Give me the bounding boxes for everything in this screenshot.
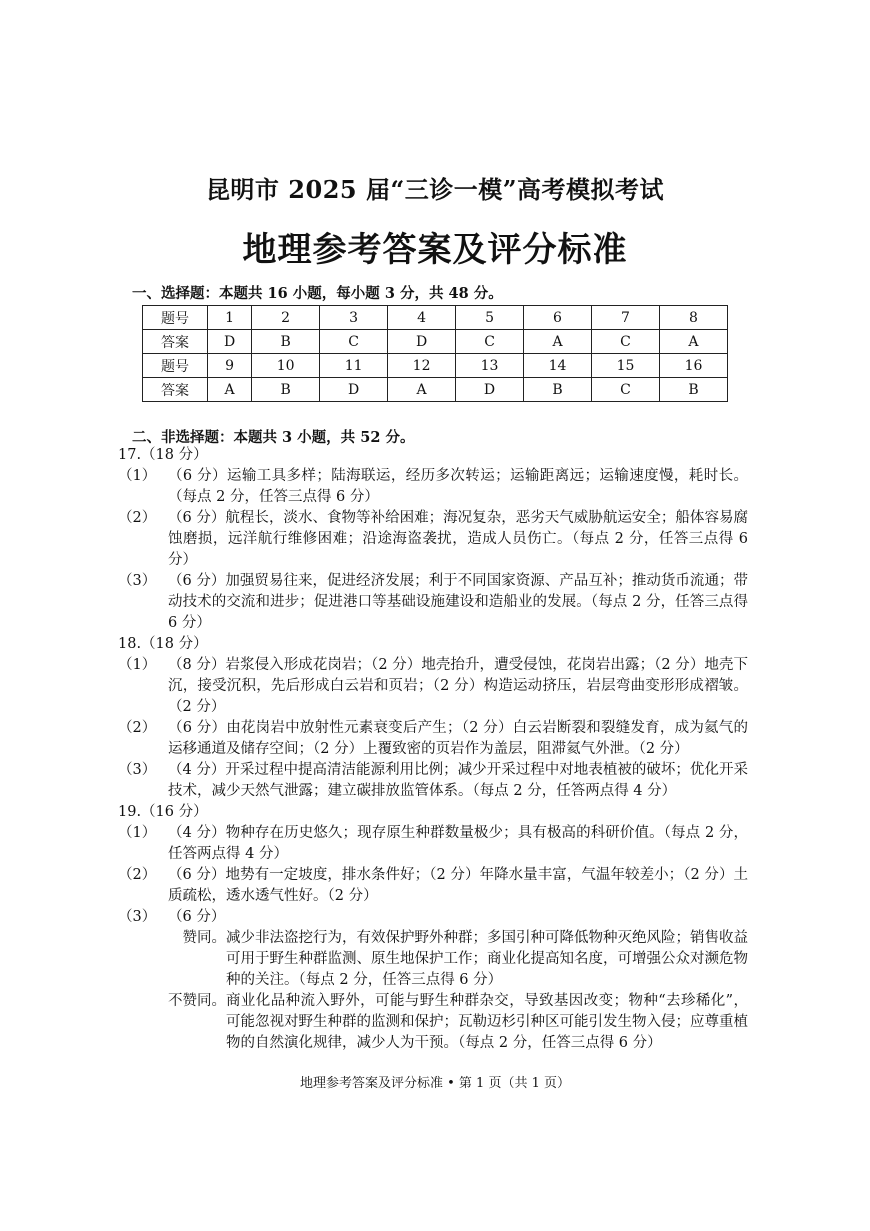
answer-cell: A (659, 330, 727, 354)
item-text: （8 分）岩浆侵入形成花岗岩；（2 分）地壳抬升，遭受侵蚀，花岗岩出露；（2 分）地壳下沉，接受沉积，先后形成白云岩和页岩；（2 分）构造运动挤压，岩层弯曲变形形成褶皱。（2 分） (168, 657, 748, 715)
row-header-cell: 答案 (143, 330, 208, 354)
item-text: （6 分）航程长，淡水、食物等补给困难；海况复杂，恶劣天气威胁航运安全；船体容易腐蚀磨损，远洋航行维修困难；沿途海盗袭扰，造成人员伤亡。（每点 2 分，任答三点得 6 分） (168, 510, 748, 568)
item-number: （1） (118, 657, 157, 673)
item-number: （1） (118, 825, 157, 841)
row-header-cell: 题号 (143, 354, 208, 378)
row-header-cell: 答案 (143, 378, 208, 402)
q18-item-3 (118, 760, 748, 802)
question-18-label: 18.（18 分） (118, 636, 208, 652)
item-text: （6 分）运输工具多样；陆海联运，经历多次转运；运输距离远；运输速度慢，耗时长。（每点 2 分，任答三点得 6 分） (168, 468, 748, 505)
answer-cell: 5 (456, 306, 524, 330)
item-text: （4 分）开采过程中提高清洁能源利用比例；减少开采过程中对地表植被的破坏；优化开采技术，减少天然气泄露；建立碳排放监管体系。（每点 2 分，任答两点得 4 分） (168, 762, 748, 799)
answer-cell: 16 (659, 354, 727, 378)
answer-cell: A (524, 330, 592, 354)
answer-cell: 12 (388, 354, 456, 378)
q19-item-2 (118, 865, 748, 907)
answer-table-row (143, 378, 728, 402)
answer-cell: 1 (208, 306, 252, 330)
answer-table-row (143, 306, 728, 330)
question-17-label: 17.（18 分） (118, 447, 208, 463)
opinion-text: 商业化品种流入野外，可能与野生种群杂交，导致基因改变；物种“去珍稀化”，可能忽视对野生种群的监测和保护；瓦勒迈杉引种区可能引发生物入侵；应尊重植物的自然演化规律，减少人为干预。（每点 2 分，任答三点得 6 分） (226, 993, 748, 1051)
answer-cell: 6 (524, 306, 592, 330)
answer-table-row (143, 330, 728, 354)
q19-item-1 (118, 823, 748, 865)
answer-cell: C (592, 378, 660, 402)
item-text: （6 分）加强贸易往来，促进经济发展；利于不同国家资源、产品互补；推动货币流通；带动技术的交流和进步；促进港口等基础设施建设和造船业的发展。（每点 2 分，任答三点得 6 分） (168, 573, 748, 631)
answer-table-row (143, 354, 728, 378)
answers-body (118, 445, 748, 1054)
answer-cell: B (659, 378, 727, 402)
document-title: 地理参考答案及评分标准 (242, 230, 628, 270)
opinion-label: 赞同。 (182, 930, 226, 946)
answer-cell: 8 (659, 306, 727, 330)
page-footer: 地理参考答案及评分标准 • 第 1 页（共 1 页） (299, 1076, 570, 1091)
answer-cell: D (456, 378, 524, 402)
answer-cell: 4 (388, 306, 456, 330)
answer-cell: D (320, 378, 388, 402)
answer-cell: 14 (524, 354, 592, 378)
item-number: （3） (118, 762, 157, 778)
answer-cell: 7 (592, 306, 660, 330)
q17-item-3 (118, 571, 748, 634)
exam-title: 昆明市 2025 届“三诊一模”高考模拟考试 (205, 175, 665, 204)
answer-cell: B (252, 330, 320, 354)
answer-cell: A (388, 378, 456, 402)
opinion-agree (118, 928, 748, 991)
answer-cell: 15 (592, 354, 660, 378)
item-text: （6 分）地势有一定坡度，排水条件好；（2 分）年降水量丰富，气温年较差小；（2 分）土质疏松，透水透气性好。（2 分） (168, 867, 748, 904)
answer-cell: A (208, 378, 252, 402)
item-number: （3） (118, 573, 157, 589)
opinion-text: 减少非法盗挖行为，有效保护野外种群；多国引种可降低物种灭绝风险；销售收益可用于野生种群监测、原生地保护工作；商业化提高知名度，可增强公众对濒危物种的关注。（每点 2 分，任答三点得 6 分） (226, 930, 748, 988)
item-number: （2） (118, 867, 157, 883)
answer-cell: B (252, 378, 320, 402)
answer-cell: 9 (208, 354, 252, 378)
item-text: （6 分） (168, 909, 226, 925)
opinion-label: 不赞同。 (168, 993, 226, 1009)
item-number: （2） (118, 510, 157, 526)
question-19-label: 19.（16 分） (118, 804, 208, 820)
answer-cell: 2 (252, 306, 320, 330)
answer-cell: C (456, 330, 524, 354)
item-text: （6 分）由花岗岩中放射性元素衰变后产生；（2 分）白云岩断裂和裂缝发育，成为氦气的运移通道及储存空间；（2 分）上覆致密的页岩作为盖层，阻滞氦气外泄。（2 分） (168, 720, 748, 757)
answer-cell: 3 (320, 306, 388, 330)
item-number: （3） (118, 909, 157, 925)
q19-item-3 (118, 907, 748, 928)
answer-cell: 11 (320, 354, 388, 378)
q18-item-2 (118, 718, 748, 760)
row-header-cell: 题号 (143, 306, 208, 330)
item-number: （1） (118, 468, 157, 484)
item-number: （2） (118, 720, 157, 736)
answer-cell: C (320, 330, 388, 354)
answer-cell: B (524, 378, 592, 402)
answer-cell: 10 (252, 354, 320, 378)
answer-table (142, 305, 728, 402)
item-text: （4 分）物种存在历史悠久；现存原生种群数量极少；具有极高的科研价值。（每点 2 分，任答两点得 4 分） (168, 825, 748, 862)
answer-cell: D (388, 330, 456, 354)
answer-cell: D (208, 330, 252, 354)
section2-heading: 二、非选择题：本题共 3 小题，共 52 分。 (132, 429, 415, 446)
q18-item-1 (118, 655, 748, 718)
answer-cell: 13 (456, 354, 524, 378)
answer-cell: C (592, 330, 660, 354)
section1-heading: 一、选择题：本题共 16 小题，每小题 3 分，共 48 分。 (132, 285, 503, 302)
q17-item-1 (118, 466, 748, 508)
opinion-disagree (118, 991, 748, 1054)
q17-item-2 (118, 508, 748, 571)
